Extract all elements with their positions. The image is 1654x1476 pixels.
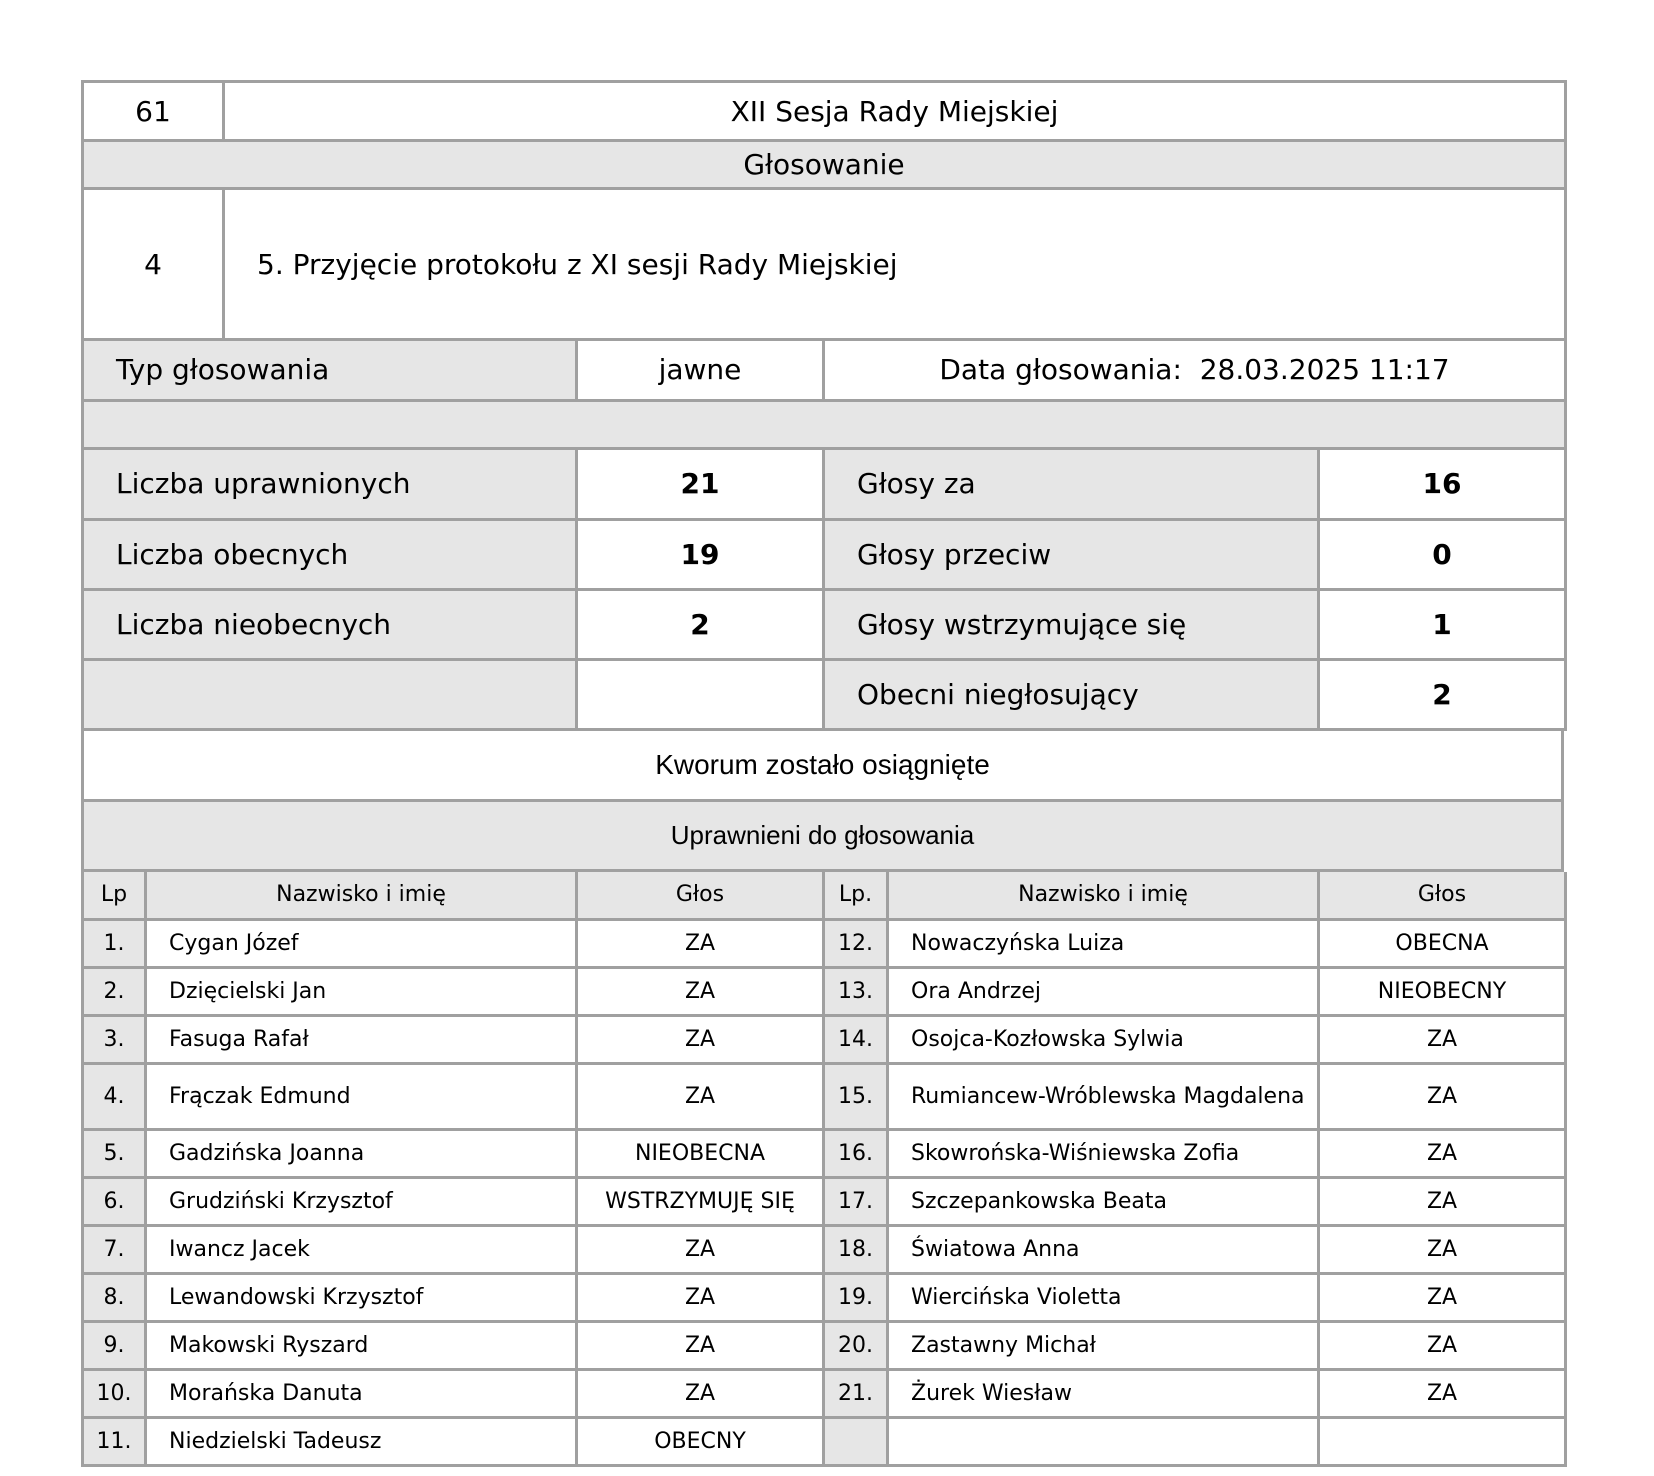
lp-cell: 15.	[824, 1064, 888, 1130]
session-header	[81, 80, 1567, 341]
vote-cell: ZA	[1319, 1016, 1566, 1064]
present-nonvoting-value: 2	[1319, 660, 1566, 730]
lp-cell: 2.	[83, 968, 146, 1016]
lp-cell: 10.	[83, 1370, 146, 1418]
lp-cell: 16.	[824, 1130, 888, 1178]
lp-cell: 14.	[824, 1016, 888, 1064]
present-nonvoting-label: Obecni niegłosujący	[824, 660, 1319, 730]
name-cell: Rumiancew-Wróblewska Magdalena	[888, 1064, 1319, 1130]
vote-cell: ZA	[577, 920, 824, 968]
vote-cell: NIEOBECNY	[1319, 968, 1566, 1016]
vote-cell: ZA	[1319, 1178, 1566, 1226]
date-value: 28.03.2025 11:17	[1199, 353, 1450, 387]
voters-header-row	[83, 872, 1566, 920]
for-label: Głosy za	[824, 450, 1319, 520]
present-value: 19	[577, 520, 824, 590]
abstain-value: 1	[1319, 590, 1566, 660]
against-value: 0	[1319, 520, 1566, 590]
eligible-value: 21	[577, 450, 824, 520]
vote-cell: ZA	[577, 1016, 824, 1064]
name-cell: Lewandowski Krzysztof	[146, 1274, 577, 1322]
vote-stats	[81, 450, 1567, 732]
section-label: Głosowanie	[83, 141, 1566, 189]
vote-cell	[1319, 1418, 1566, 1466]
lp-cell: 7.	[83, 1226, 146, 1274]
vote-cell: ZA	[1319, 1226, 1566, 1274]
session-title: XII Sesja Rady Miejskiej	[224, 82, 1566, 141]
lp-cell: 5.	[83, 1130, 146, 1178]
name-cell: Ora Andrzej	[888, 968, 1319, 1016]
table-row	[83, 1178, 1566, 1226]
present-label: Liczba obecnych	[83, 520, 577, 590]
name-cell: Morańska Danuta	[146, 1370, 577, 1418]
vote-cell: ZA	[577, 1064, 824, 1130]
for-value: 16	[1319, 450, 1566, 520]
lp-cell: 3.	[83, 1016, 146, 1064]
spacer-row	[83, 400, 1566, 448]
lp-cell: 4.	[83, 1064, 146, 1130]
type-label: Typ głosowania	[83, 341, 577, 400]
lp-cell: 18.	[824, 1226, 888, 1274]
date-label: Data głosowania:	[939, 353, 1182, 387]
col-vote-left: Głos	[577, 872, 824, 920]
vote-cell: ZA	[1319, 1370, 1566, 1418]
table-row	[83, 1370, 1566, 1418]
table-row	[83, 1130, 1566, 1178]
date-cell	[824, 341, 1566, 400]
lp-cell: 13.	[824, 968, 888, 1016]
name-cell: Wiercińska Violetta	[888, 1274, 1319, 1322]
name-cell: Grudziński Krzysztof	[146, 1178, 577, 1226]
against-label: Głosy przeciw	[824, 520, 1319, 590]
vote-cell: ZA	[577, 1274, 824, 1322]
lp-cell: 21.	[824, 1370, 888, 1418]
empty-value-cell	[577, 660, 824, 730]
vote-cell: ZA	[577, 968, 824, 1016]
absent-label: Liczba nieobecnych	[83, 590, 577, 660]
vote-cell: ZA	[1319, 1130, 1566, 1178]
voters-table	[81, 872, 1567, 1468]
name-cell: Osojca-Kozłowska Sylwia	[888, 1016, 1319, 1064]
name-cell: Iwancz Jacek	[146, 1226, 577, 1274]
name-cell: Dzięcielski Jan	[146, 968, 577, 1016]
vote-cell: ZA	[1319, 1322, 1566, 1370]
quorum-block	[81, 731, 1564, 872]
empty-label-cell	[83, 660, 577, 730]
voters-title: Uprawnieni do głosowania	[83, 800, 1563, 870]
vote-cell: ZA	[577, 1370, 824, 1418]
lp-cell: 17.	[824, 1178, 888, 1226]
eligible-label: Liczba uprawnionych	[83, 450, 577, 520]
voting-record	[81, 80, 1564, 1467]
table-row	[83, 1274, 1566, 1322]
absent-value: 2	[577, 590, 824, 660]
name-cell: Fasuga Rafał	[146, 1016, 577, 1064]
lp-cell	[824, 1418, 888, 1466]
vote-cell: ZA	[1319, 1064, 1566, 1130]
lp-cell: 8.	[83, 1274, 146, 1322]
table-row	[83, 1418, 1566, 1466]
name-cell: Nowaczyńska Luiza	[888, 920, 1319, 968]
name-cell: Gadzińska Joanna	[146, 1130, 577, 1178]
vote-cell: OBECNY	[577, 1418, 824, 1466]
name-cell: Cygan Józef	[146, 920, 577, 968]
name-cell: Żurek Wiesław	[888, 1370, 1319, 1418]
table-row	[83, 1064, 1566, 1130]
abstain-label: Głosy wstrzymujące się	[824, 590, 1319, 660]
type-value: jawne	[577, 341, 824, 400]
vote-cell: ZA	[1319, 1274, 1566, 1322]
name-cell: Szczepankowska Beata	[888, 1178, 1319, 1226]
vote-cell: ZA	[577, 1226, 824, 1274]
col-name-right: Nazwisko i imię	[888, 872, 1319, 920]
lp-cell: 20.	[824, 1322, 888, 1370]
vote-cell: WSTRZYMUJĘ SIĘ	[577, 1178, 824, 1226]
session-number: 61	[83, 82, 224, 141]
name-cell: Frączak Edmund	[146, 1064, 577, 1130]
col-vote-right: Głos	[1319, 872, 1566, 920]
table-row	[83, 1016, 1566, 1064]
table-row	[83, 968, 1566, 1016]
name-cell: Skowrońska-Wiśniewska Zofia	[888, 1130, 1319, 1178]
lp-cell: 19.	[824, 1274, 888, 1322]
item-number: 4	[83, 189, 224, 340]
table-row	[83, 920, 1566, 968]
vote-meta	[81, 341, 1567, 450]
vote-cell: OBECNA	[1319, 920, 1566, 968]
quorum-text: Kworum zostało osiągnięte	[83, 731, 1563, 800]
name-cell: Makowski Ryszard	[146, 1322, 577, 1370]
table-row	[83, 1226, 1566, 1274]
vote-cell: ZA	[577, 1322, 824, 1370]
lp-cell: 11.	[83, 1418, 146, 1466]
lp-cell: 1.	[83, 920, 146, 968]
name-cell	[888, 1418, 1319, 1466]
col-lp-right: Lp.	[824, 872, 888, 920]
name-cell: Zastawny Michał	[888, 1322, 1319, 1370]
lp-cell: 9.	[83, 1322, 146, 1370]
vote-cell: NIEOBECNA	[577, 1130, 824, 1178]
item-title: 5. Przyjęcie protokołu z XI sesji Rady Miejskiej	[224, 189, 1566, 340]
col-name-left: Nazwisko i imię	[146, 872, 577, 920]
lp-cell: 6.	[83, 1178, 146, 1226]
col-lp-left: Lp	[83, 872, 146, 920]
name-cell: Niedzielski Tadeusz	[146, 1418, 577, 1466]
name-cell: Światowa Anna	[888, 1226, 1319, 1274]
table-row	[83, 1322, 1566, 1370]
lp-cell: 12.	[824, 920, 888, 968]
